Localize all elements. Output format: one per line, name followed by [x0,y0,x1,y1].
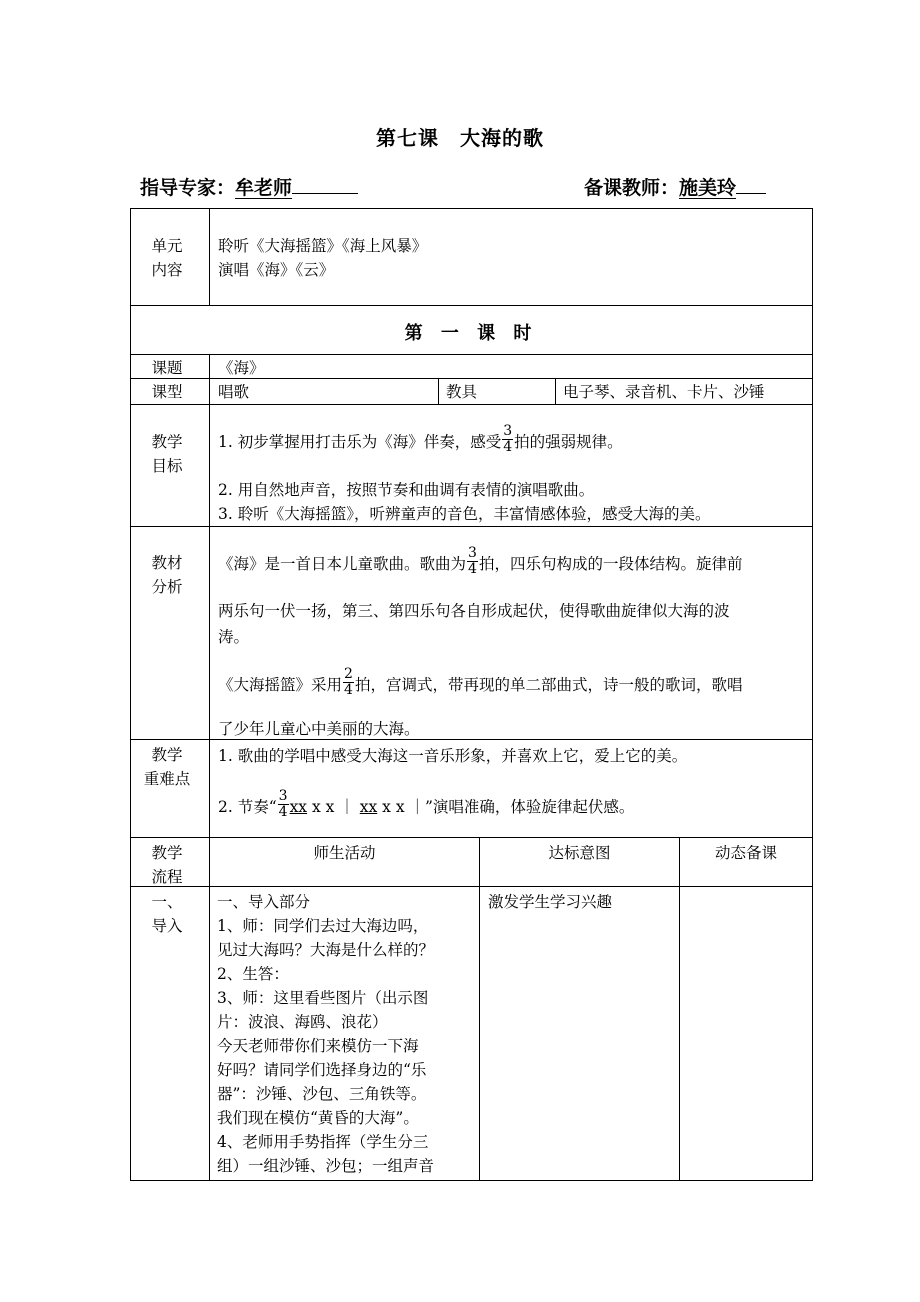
tool-label: 教具 [446,383,478,401]
difficulty-label: 教学 重难点 [143,746,191,788]
analysis-p1-line1: 《海》是一首日本儿童歌曲。歌曲为 $\frac{3}{4}$ 拍，四乐句构成的一段体结构。旋律前 [218,544,743,577]
fraction-2-4: $\frac{2}{4}$ [344,665,353,698]
activity-line: 1、师：同学们去过大海边吗， [217,917,429,935]
activity-line: 好吗？请同学们选择身边的“乐 [217,1061,427,1079]
unit-label: 单元 内容 [151,237,183,279]
type-value: 唱歌 [218,383,250,401]
activity-line: 4、老师用手势指挥（学生分三 [217,1133,429,1151]
page-title: 第七课 大海的歌 [376,126,544,150]
teacher-field [584,173,766,200]
analysis-p1-line2: 两乐句一伏一扬，第三、第四乐句各自形成起伏，使得歌曲旋律似大海的波 [218,602,730,620]
topic-value: 《海》 [218,359,265,377]
expert-field [140,173,358,200]
col-header-activity: 师生活动 [313,844,376,862]
activity-line: 见过大海吗？大海是什么样的？ [217,941,435,959]
fraction-3-4: $\frac{3}{4}$ [468,544,477,577]
fraction-3-4: $\frac{3}{4}$ [503,422,513,455]
analysis-p1-line3: 涛。 [218,628,250,646]
step1-intent: 激发学生学习兴趣 [488,893,613,911]
fraction-3-4: $\frac{3}{4}$ [278,787,288,820]
unit-line-2: 演唱《海》《云》 [218,261,335,279]
section-title: 第 一 课 时 [404,323,538,344]
teacher-label: 备课教师： [584,177,680,199]
col-header-intent: 达标意图 [548,844,611,862]
activity-line: 我们现在模仿“黄昏的大海”。 [217,1109,419,1127]
activity-line: 今天老师带你们来模仿一下海 [217,1037,419,1055]
step1-label: 一、 导入 [151,893,183,935]
process-label: 教学 流程 [151,844,183,886]
step1-activity [217,890,434,1178]
teacher-name: 施美玲 [679,177,737,199]
goal-item-2: 2. 用自然地声音，按照节奏和曲调有表情的演唱歌曲。 [218,481,595,499]
activity-line: 片：波浪、海鸥、浪花） [217,1013,388,1031]
goal-item-1: 1. 初步掌握用打击乐为《海》伴奏，感受 $\frac{3}{4}$ 拍的强弱规律。 [218,422,623,455]
expert-label: 指导专家： [140,177,236,199]
expert-name: 牟老师 [235,177,293,199]
goals-label: 教学 目标 [151,433,183,475]
col-header-notes: 动态备课 [714,844,777,862]
activity-line: 组）一组沙锤、沙包；一组声音 [217,1157,435,1175]
expert-underline [292,192,358,194]
activity-line: 3、师：这里看些图片（出示图 [217,989,429,1007]
difficulty-item-1: 1. 歌曲的学唱中感受大海这一音乐形象，并喜欢上它，爱上它的美。 [218,747,688,765]
difficulty-item-2: 2. 节奏“ $\frac{3}{4}$ xx x x ｜ xx x x ｜”演唱准确，体验旋律起伏感。 [218,787,635,820]
unit-content [218,234,427,282]
activity-line: 一、导入部分 [217,893,311,911]
tool-value: 电子琴、录音机、卡片、沙锤 [563,383,765,401]
goal-item-3: 3. 聆听《大海摇篮》，听辨童声的音色，丰富情感体验，感受大海的美。 [218,505,711,523]
unit-line-1: 聆听《大海摇篮》《海上风暴》 [218,237,428,255]
topic-label: 课题 [151,359,183,377]
analysis-p2-line1: 《大海摇篮》采用 $\frac{2}{4}$ 拍，宫调式，带再现的单二部曲式，诗一般的歌词，歌唱 [218,665,743,698]
analysis-p2-line2: 了少年儿童心中美丽的大海。 [218,720,420,738]
analysis-label: 教材 分析 [151,554,183,596]
activity-line: 2、生答： [217,965,289,983]
teacher-underline [736,192,766,194]
type-label: 课型 [151,383,183,401]
activity-line: 器”：沙锤、沙包、三角铁等。 [217,1085,427,1103]
